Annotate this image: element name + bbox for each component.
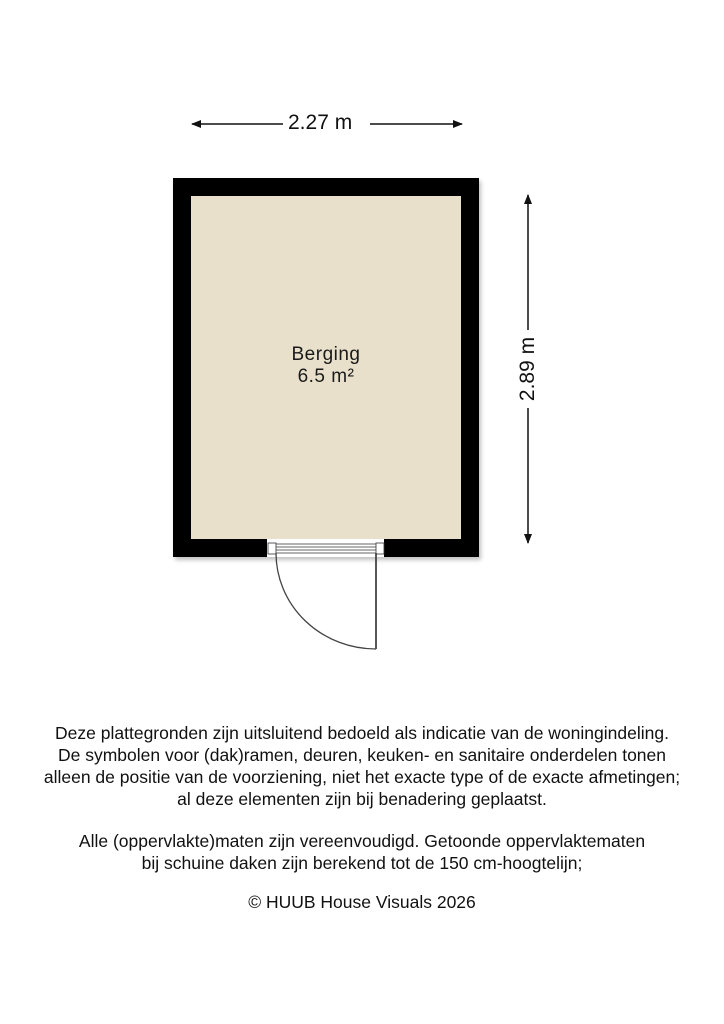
disclaimer-line: al deze elementen zijn bij benadering geplaatst. — [177, 789, 547, 809]
room-area: 6.5 m² — [297, 366, 355, 387]
copyright-notice: © HUUB House Visuals 2026 — [248, 892, 476, 912]
door-swing — [276, 553, 376, 649]
disclaimer-line: De symbolen voor (dak)ramen, deuren, keuken- en sanitaire onderdelen tonen — [58, 745, 666, 765]
disclaimer-line: Deze plattegronden zijn uitsluitend bedoeld als indicatie van de woningindeling. — [55, 723, 669, 743]
disclaimer-line: alleen de positie van de voorziening, niet het exacte type of de exacte afmetingen; — [43, 767, 681, 787]
width-dimension-label: 2.27 m — [288, 111, 353, 134]
disclaimer-line: bij schuine daken zijn berekend tot de 150 cm-hoogtelijn; — [141, 853, 583, 873]
disclaimer-paragraph-1 — [0, 722, 724, 810]
room-label-berging — [191, 344, 461, 388]
room-name: Berging — [291, 344, 361, 365]
disclaimer-paragraph-2 — [0, 830, 724, 874]
disclaimer-line: Alle (oppervlakte)maten zijn vereenvoudigd. Getoonde oppervlaktematen — [78, 831, 646, 851]
height-dimension-label: 2.89 m — [516, 336, 539, 402]
door-frame — [267, 539, 384, 557]
